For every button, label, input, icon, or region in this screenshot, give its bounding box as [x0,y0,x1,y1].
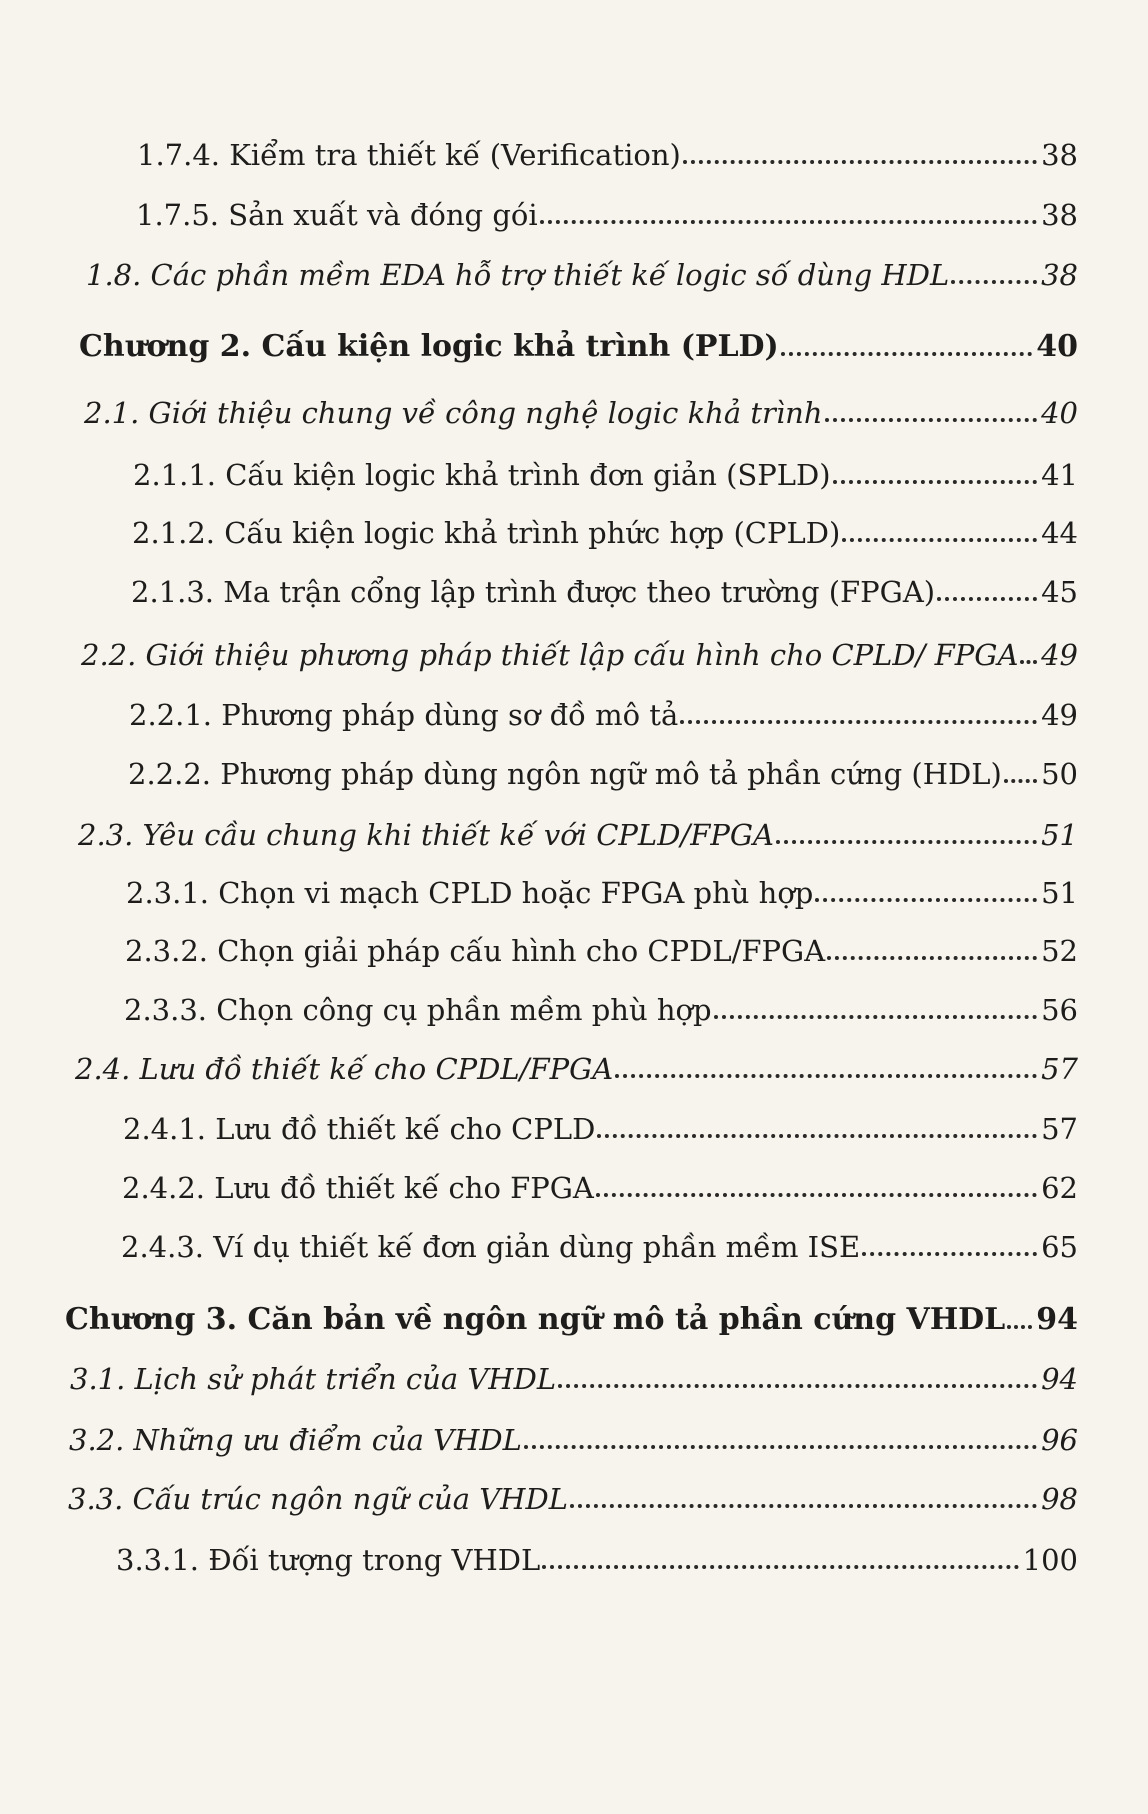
toc-entry-title: 2.4. Lưu đồ thiết kế cho CPDL/FPGA [75,1052,614,1086]
dot-leader [542,1565,1018,1569]
dot-leader [833,480,1037,484]
toc-entry-page-number: 52 [1041,934,1078,968]
toc-entry-title: 3.3. Cấu trúc ngôn ngữ của VHDL [68,1482,568,1516]
dot-leader [683,160,1037,164]
toc-entry-title: 2.4.1. Lưu đồ thiết kế cho CPLD [123,1112,596,1146]
toc-entry-title: 2.3.2. Chọn giải pháp cấu hình cho CPDL/FPGA [125,934,826,968]
dot-leader [596,1193,1037,1197]
dot-leader [825,418,1038,422]
toc-entry [0,498,1148,548]
toc-entry-title: 1.7.4. Kiểm tra thiết kế (Verification) [137,138,681,172]
dot-leader [951,280,1037,284]
toc-entry-page-number: 65 [1041,1230,1078,1264]
dot-leader [1020,660,1037,664]
toc-entry-page-number: 44 [1041,516,1078,550]
toc-entry [0,620,1148,670]
toc-entry-page-number: 96 [1041,1423,1078,1457]
toc-entry-title: 2.4.2. Lưu đồ thiết kế cho FPGA [122,1171,594,1205]
toc-entry [0,557,1148,607]
toc-entry-page-number: 94 [1041,1362,1078,1396]
dot-leader [781,352,1032,356]
toc-entry [0,739,1148,789]
toc-entry [0,1525,1148,1575]
toc-entry-page-number: 94 [1036,1302,1078,1337]
toc-entry-title: 1.7.5. Sản xuất và đóng gói [136,198,538,232]
toc-entry [0,916,1148,966]
toc-entry-page-number: 38 [1041,258,1078,292]
toc-entry [0,378,1148,428]
dot-leader [815,898,1037,902]
toc-entry [0,858,1148,908]
toc-entry [0,975,1148,1025]
toc-entry [0,1212,1148,1262]
toc-entry-page-number: 98 [1041,1482,1078,1516]
toc-entry-title: Chương 2. Cấu kiện logic khả trình (PLD) [79,329,779,364]
toc-entry [0,1153,1148,1203]
toc-entry-title: 2.2.2. Phương pháp dùng ngôn ngữ mô tả phần cứng (HDL) [128,757,1002,791]
dot-leader [558,1384,1037,1388]
toc-entry-page-number: 38 [1041,138,1078,172]
toc-entry-page-number: 38 [1041,198,1078,232]
toc-entry [0,312,1148,362]
dot-leader [827,956,1037,960]
toc-entry [0,180,1148,230]
dot-leader [842,538,1037,542]
toc-entry-title: 3.3.1. Đối tượng trong VHDL [116,1543,541,1577]
toc-entry-title: 2.2.1. Phương pháp dùng sơ đồ mô tả [129,698,679,732]
dot-leader [1007,1325,1032,1329]
toc-entry-title: 3.1. Lịch sử phát triển của VHDL [70,1362,557,1396]
toc-entry-page-number: 49 [1041,698,1078,732]
dot-leader [615,1074,1037,1078]
dot-leader [862,1252,1037,1256]
toc-entry-page-number: 45 [1041,575,1078,609]
toc-entry-title: 2.2. Giới thiệu phương pháp thiết lập cấu hình cho CPLD/ FPGA [81,638,1019,672]
toc-entry [0,1094,1148,1144]
toc-entry [0,120,1148,170]
toc-entry [0,1405,1148,1455]
toc-entry [0,1344,1148,1394]
toc-entry-title: 2.1.1. Cấu kiện logic khả trình đơn giản (SPLD) [133,458,831,492]
dot-leader [776,840,1037,844]
toc-entry [0,680,1148,730]
dot-leader [680,720,1037,724]
dot-leader [937,597,1037,601]
toc-entry-page-number: 51 [1041,818,1078,852]
toc-entry-page-number: 51 [1041,876,1078,910]
toc-entry [0,1285,1148,1335]
toc-entry-page-number: 50 [1041,757,1078,791]
toc-entry-page-number: 40 [1041,396,1078,430]
toc-entry-page-number: 62 [1041,1171,1078,1205]
toc-entry-page-number: 56 [1041,993,1078,1027]
toc-entry-page-number: 41 [1041,458,1078,492]
dot-leader [714,1015,1038,1019]
toc-entry-page-number: 57 [1041,1112,1078,1146]
toc-entry-page-number: 57 [1041,1052,1078,1086]
toc-entry-title: 2.1. Giới thiệu chung về công nghệ logic khả trình [84,396,823,430]
toc-entry [0,240,1148,290]
dot-leader [540,220,1037,224]
toc-entry-title: Chương 3. Căn bản về ngôn ngữ mô tả phần cứng VHDL [65,1302,1006,1337]
toc-entry-title: 2.1.3. Ma trận cổng lập trình được theo trường (FPGA) [131,575,936,609]
toc-entry-title: 2.3.3. Chọn công cụ phần mềm phù hợp [124,993,712,1027]
dot-leader [597,1134,1037,1138]
dot-leader [570,1504,1037,1508]
toc-entry-title: 1.8. Các phần mềm EDA hỗ trợ thiết kế logic số dùng HDL [86,258,950,292]
toc-entry-page-number: 40 [1036,329,1078,364]
toc-entry [0,800,1148,850]
toc-entry-title: 3.2. Những ưu điểm của VHDL [69,1423,522,1457]
toc-entry-title: 2.1.2. Cấu kiện logic khả trình phức hợp (CPLD) [132,516,841,550]
toc-entry-title: 2.3. Yêu cầu chung khi thiết kế với CPLD/FPGA [78,818,774,852]
dot-leader [1004,779,1037,783]
toc-entry-page-number: 100 [1022,1543,1078,1577]
toc-entry-title: 2.4.3. Ví dụ thiết kế đơn giản dùng phần mềm ISE [121,1230,861,1264]
toc-entry-page-number: 49 [1041,638,1078,672]
toc-entry-title: 2.3.1. Chọn vi mạch CPLD hoặc FPGA phù hợp [126,876,814,910]
toc-entry [0,1034,1148,1084]
dot-leader [524,1445,1037,1449]
toc-entry [0,440,1148,490]
toc-entry [0,1464,1148,1514]
